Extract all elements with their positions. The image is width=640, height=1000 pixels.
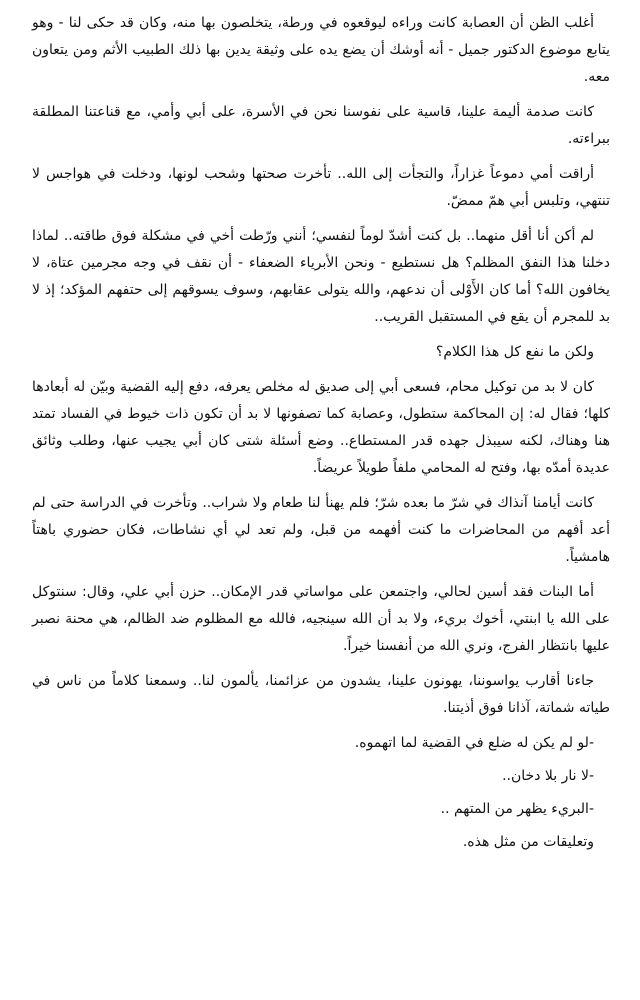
paragraph-1: أغلب الظن أن العصابة كانت وراءه ليوقعوه في ورطة، يتخلصون بها منه، وكان قد حكى لنا - وهو يتابع موضوع الدكتور جميل - أنه أوشك أن يضع يده على وثيقة يدين بها ذلك الطبيب الأثم ومن يتعاون معه. (32, 15, 610, 85)
paragraph-7: كانت أيامنا آنذاك في شرّ ما بعده شرّ؛ فلم يهنأ لنا طعام ولا شراب.. وتأخرت في الدراسة حتى لم أعد أفهم من المحاضرات ما كنت أفهمه من قبل، ولم تعد لي أي نشاطات، فكان حضوري باهتاً هامشياً. (32, 495, 610, 565)
paragraph-2: كانت صدمة أليمة علينا، قاسية على نفوسنا نحن في الأسرة، على أبي وأمي، مع قناعتنا المطلقة ببراءته. (32, 104, 610, 147)
quote-line-4: وتعليقات من مثل هذه. (462, 834, 594, 850)
paragraph-9: جاءنا أقارب يواسوننا، يهونون علينا، يشدون من عزائمنا، يألمون لنا.. وسمعنا كلاماً من ناس في طياته شماتة، آذانا فوق أذيتنا. (32, 673, 610, 716)
paragraph-4: لم أكن أنا أقل منهما.. بل كنت أشدّ لوماً لنفسي؛ أنني ورّطت أخي في مشكلة فوق طاقته.. لماذا دخلنا هذا النفق المظلم؟ هل نستطيع - ونحن الأبرياء الضعفاء - أن نقف في وجه مجرمين عتاة، لا يخافون الله؟ أما كان الأَوْلى أن ندعهم، والله يتولى عقابهم، وسوف يسوقهم إلى حتفهم المؤكد؛ إذ لا بد للمجرم أن يقع في المستقبل القريب.. (32, 228, 610, 325)
paragraph-8: أما البنات فقد أسين لحالي، واجتمعن على مواساتي قدر الإمكان.. حزن أبي علي، وقال: سنتوكل على الله يا ابنتي، أخوك بريء، ولا بد أن الله سينجيه، فالله مع المظلوم ضد الظالم، هي محنة نصبر عليها بانتظار الفرج، ونري الله من أنفسنا خيراً. (32, 584, 610, 654)
paragraph-6: كان لا بد من توكيل محام، فسعى أبي إلى صديق له مخلص يعرفه، دفع إليه القضية وبيّن له أبعادها كلها؛ فقال له: إن المحاكمة ستطول، وعصابة كما تصفونها لا بد أن تكون ذات خيوط في الفساد تمتد هنا وهناك، لكنه سيبذل جهده قدر المستطاع.. وضع أسئلة شتى كان أبي يجيب عنها، وطلب وثائق عديدة أمدّه بها، وفتح له المحامي ملفاً طويلاً عريضاً. (32, 379, 610, 476)
quote-line-1: -لو لم يكن له ضلع في القضية لما اتهموه. (354, 735, 594, 751)
paragraph-5: ولكن ما نفع كل هذا الكلام؟ (435, 344, 594, 360)
quote-line-3: -البريء يظهر من المتهم .. (440, 801, 594, 817)
quote-line-2: -لا نار بلا دخان.. (502, 768, 594, 784)
paragraph-3: أراقت أمي دموعاً غزاراً، والتجأت إلى الله.. تأخرت صحتها وشحب لونها، ودخلت في هواجس لا تنتهي، وتلبس أبي همّ ممضّ. (32, 166, 610, 209)
